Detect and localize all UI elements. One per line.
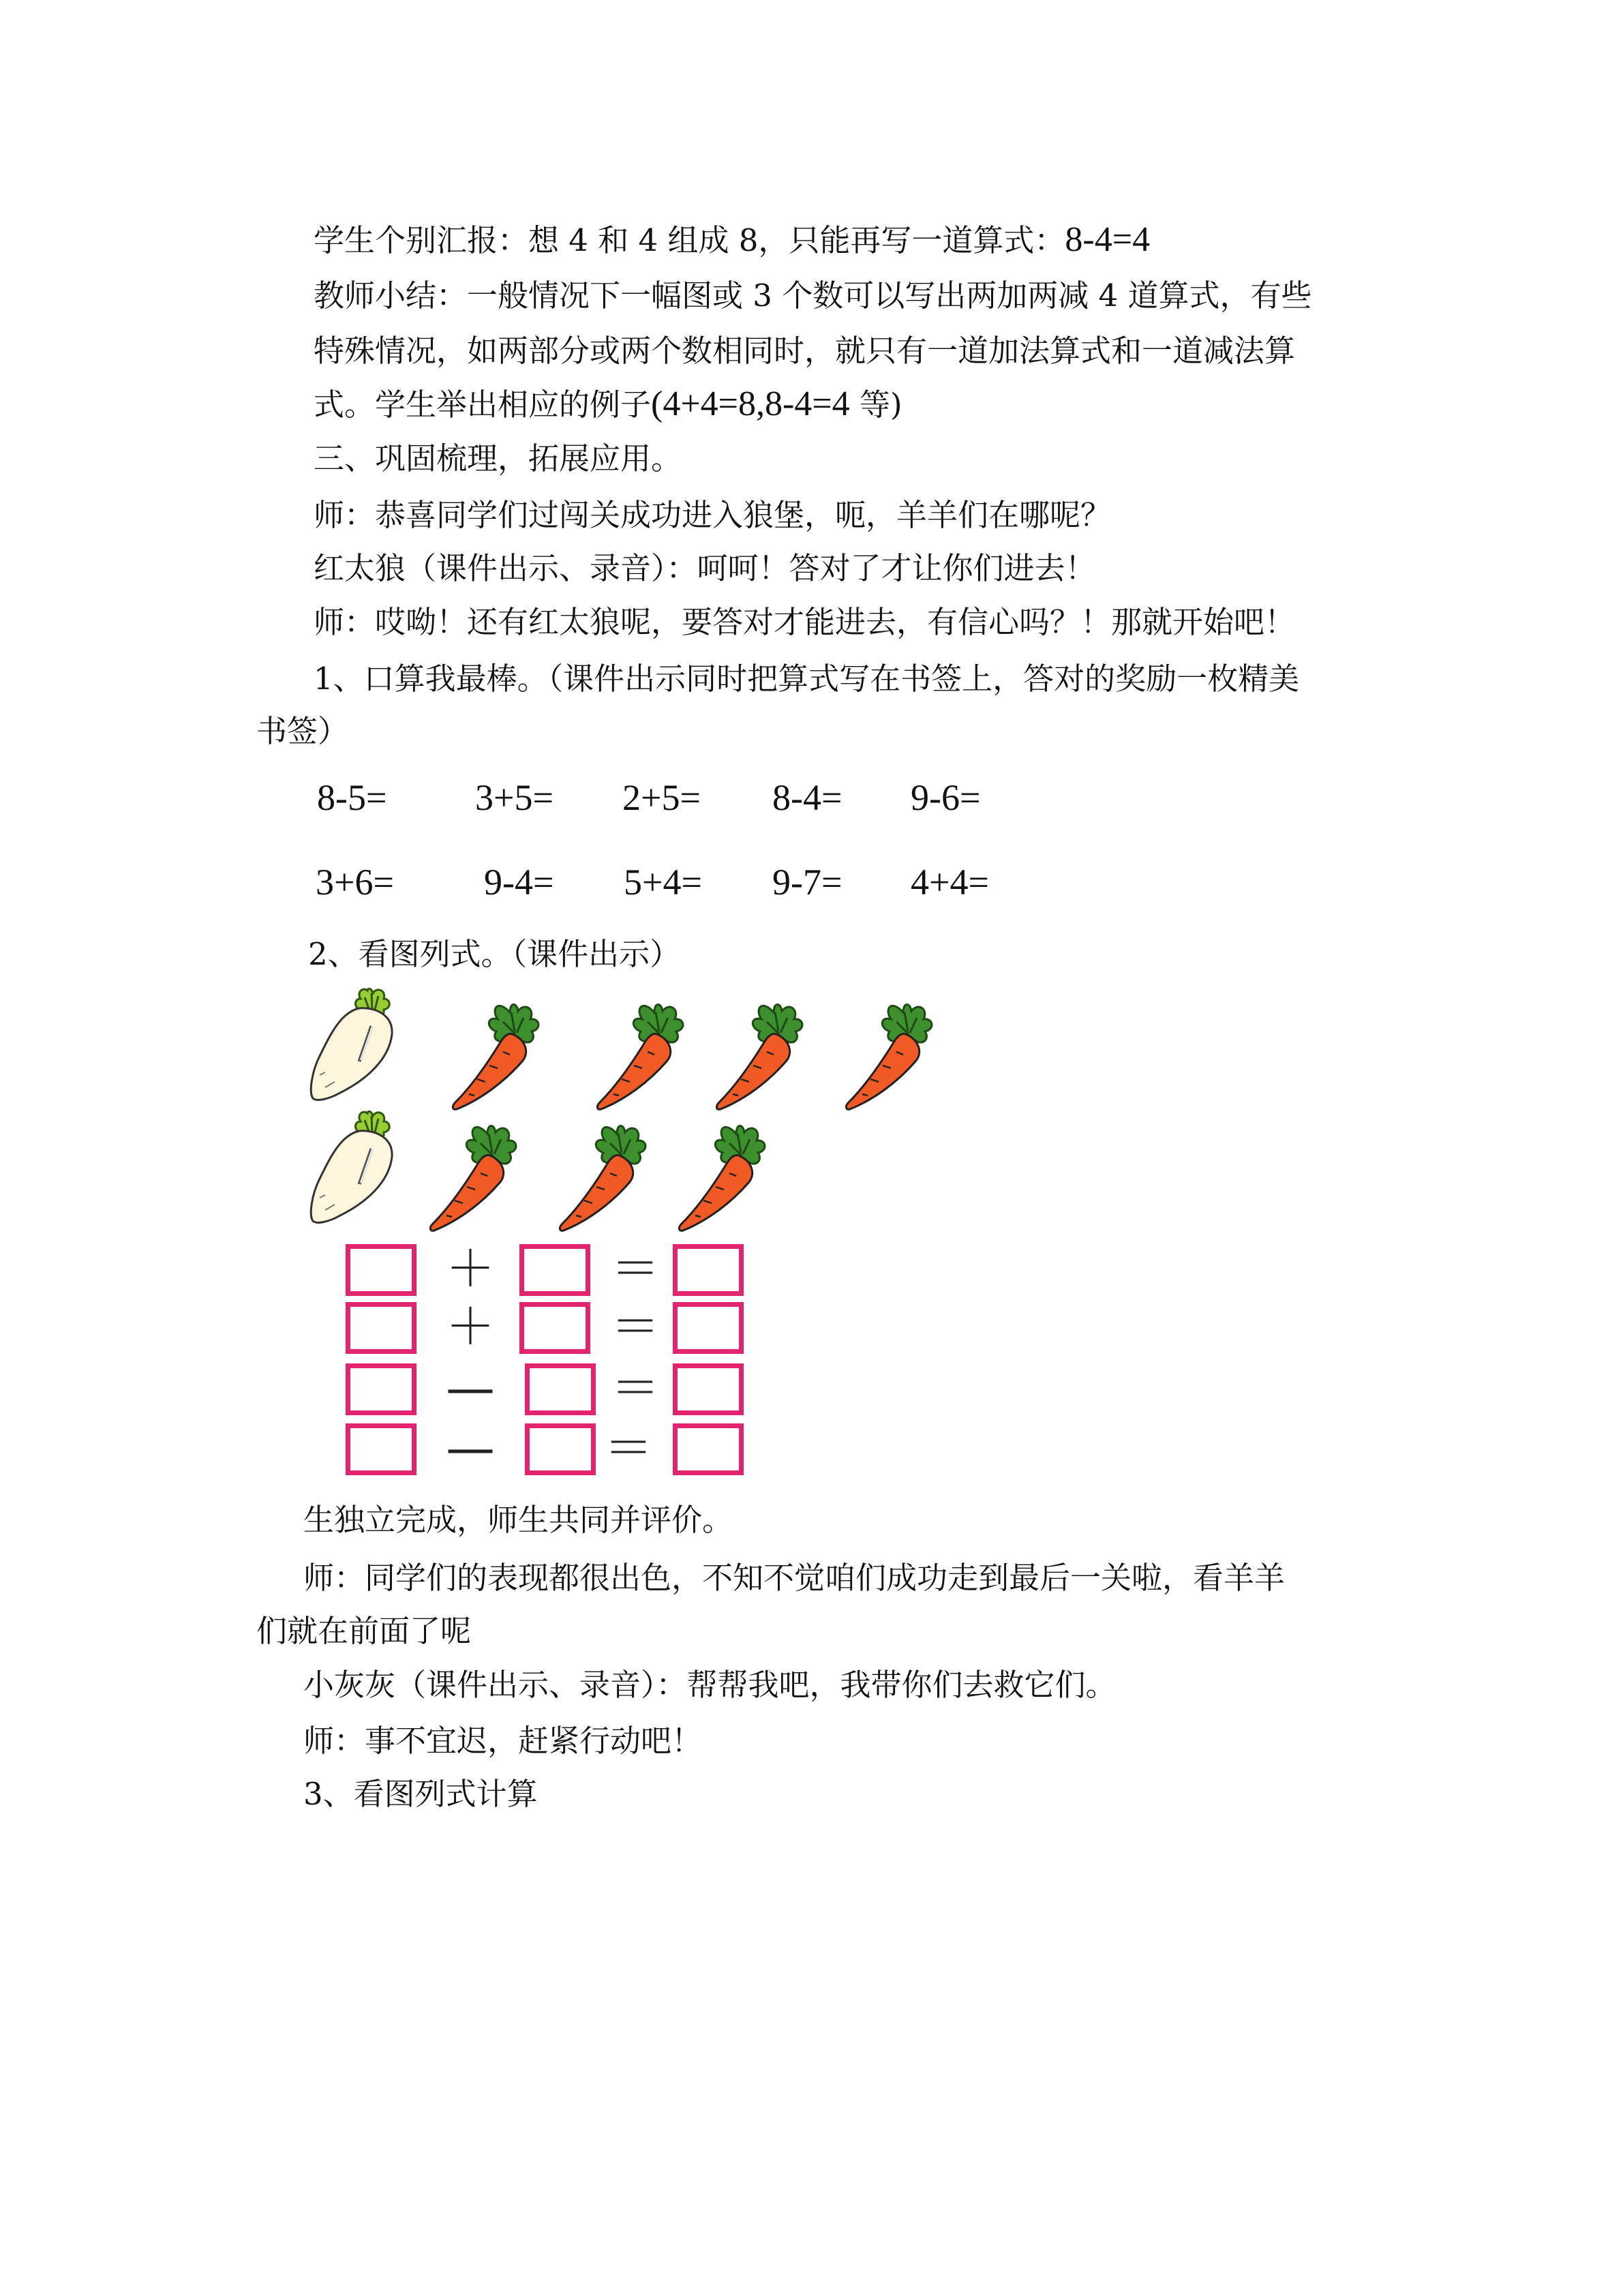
text: 师：哎呦！还有红太狼呢，要答对才能进去，有信心吗？！那就开始吧！ <box>314 604 1296 640</box>
oral-math-item: 8-5= <box>317 777 387 818</box>
section2-heading <box>308 934 680 975</box>
paragraph-line <box>314 220 1150 261</box>
vegetable-figure <box>294 985 962 1483</box>
carrot-icon <box>560 1126 646 1230</box>
answer-box[interactable] <box>673 1363 744 1415</box>
answer-box[interactable] <box>519 1244 590 1296</box>
text: 书签） <box>256 713 349 749</box>
carrot-icon <box>679 1126 765 1230</box>
oral-math-item: 5+4= <box>624 862 702 903</box>
paragraph-line <box>314 495 1111 536</box>
oral-math-item: 3+5= <box>475 777 553 818</box>
answer-box[interactable] <box>346 1302 416 1354</box>
text: 学生个别汇报：想 4 和 4 组成 8，只能再写一道算式： <box>314 222 1065 258</box>
text: 师：事不宜迟，赶紧行动吧！ <box>303 1723 703 1759</box>
oral-math-item: 9-4= <box>484 862 554 903</box>
equals-sign: ＝ <box>610 1298 660 1355</box>
answer-box[interactable] <box>525 1363 596 1415</box>
paragraph-line <box>314 548 1096 589</box>
paragraph-line <box>303 1665 1117 1706</box>
section-heading <box>314 438 682 479</box>
oral-math-item: 2+5= <box>622 777 701 818</box>
radish-icon <box>311 988 392 1100</box>
oral-math-item: 4+4= <box>911 862 989 903</box>
text: 三、巩固梳理，拓展应用。 <box>314 440 682 477</box>
text: 3、看图列式计算 <box>303 1776 538 1812</box>
carrot-icon <box>453 1004 539 1109</box>
paragraph-line <box>256 711 348 752</box>
text: 等) <box>849 387 902 423</box>
paragraph-line <box>314 602 1295 643</box>
answer-box[interactable] <box>346 1363 416 1415</box>
paragraph-line <box>303 1558 1285 1599</box>
paragraph-line <box>314 659 1299 699</box>
answer-box[interactable] <box>525 1423 596 1475</box>
text: 2、看图列式。（课件出示） <box>308 936 681 972</box>
text: 红太狼（课件出示、录音）：呵呵！答对了才让你们进去！ <box>314 550 1096 586</box>
carrot-icon <box>846 1004 932 1109</box>
answer-box[interactable] <box>346 1423 416 1475</box>
text: 1、口算我最棒。（课件出示同时把算式写在书签上，答对的奖励一枚精美 <box>314 661 1300 697</box>
oral-math-item: 9-7= <box>772 862 843 903</box>
minus-sign: — <box>446 1359 495 1417</box>
oral-math-item: 3+6= <box>316 862 394 903</box>
section3-heading <box>303 1774 538 1815</box>
text: 生独立完成，师生共同并评价。 <box>303 1502 733 1538</box>
plus-sign: ＋ <box>445 1298 495 1355</box>
carrot-icon <box>716 1004 802 1109</box>
paragraph-line <box>314 384 902 425</box>
text: 教师小结：一般情况下一幅图或 3 个数可以写出两加两减 4 道算式，有些 <box>314 277 1312 314</box>
equals-sign: ＝ <box>603 1419 653 1477</box>
text: 师：恭喜同学们过闯关成功进入狼堡，呃，羊羊们在哪呢？ <box>314 497 1112 533</box>
radish-icon <box>311 1111 392 1222</box>
answer-box[interactable] <box>519 1302 590 1354</box>
equals-sign: ＝ <box>610 1240 660 1297</box>
paragraph-line <box>303 1500 733 1541</box>
text: 特殊情况，如两部分或两个数相同时，就只有一道加法算式和一道减法算 <box>314 333 1296 369</box>
text: 式。学生举出相应的例子 <box>314 387 652 423</box>
text: 小灰灰（课件出示、录音）：帮帮我吧，我带你们去救它们。 <box>303 1667 1117 1703</box>
math-text: 8-4=4 <box>1065 220 1151 259</box>
text: 师：同学们的表现都很出色，不知不觉咱们成功走到最后一关啦，看羊羊 <box>303 1560 1286 1596</box>
answer-box[interactable] <box>673 1423 744 1475</box>
text: 们就在前面了呢 <box>256 1613 472 1649</box>
plus-sign: ＋ <box>445 1240 495 1297</box>
paragraph-line <box>256 1611 471 1652</box>
paragraph-line <box>303 1721 702 1762</box>
carrot-icon <box>597 1004 683 1109</box>
oral-math-item: 8-4= <box>772 777 843 818</box>
answer-box[interactable] <box>673 1302 744 1354</box>
answer-box[interactable] <box>346 1244 416 1296</box>
equals-sign: ＝ <box>610 1359 660 1417</box>
carrot-icon <box>430 1126 516 1230</box>
answer-box[interactable] <box>673 1244 744 1296</box>
math-text: (4+4=8,8-4=4 <box>651 384 850 423</box>
paragraph-line <box>314 331 1295 372</box>
minus-sign: — <box>446 1419 495 1477</box>
oral-math-item: 9-6= <box>911 777 981 818</box>
paragraph-line <box>314 275 1311 316</box>
